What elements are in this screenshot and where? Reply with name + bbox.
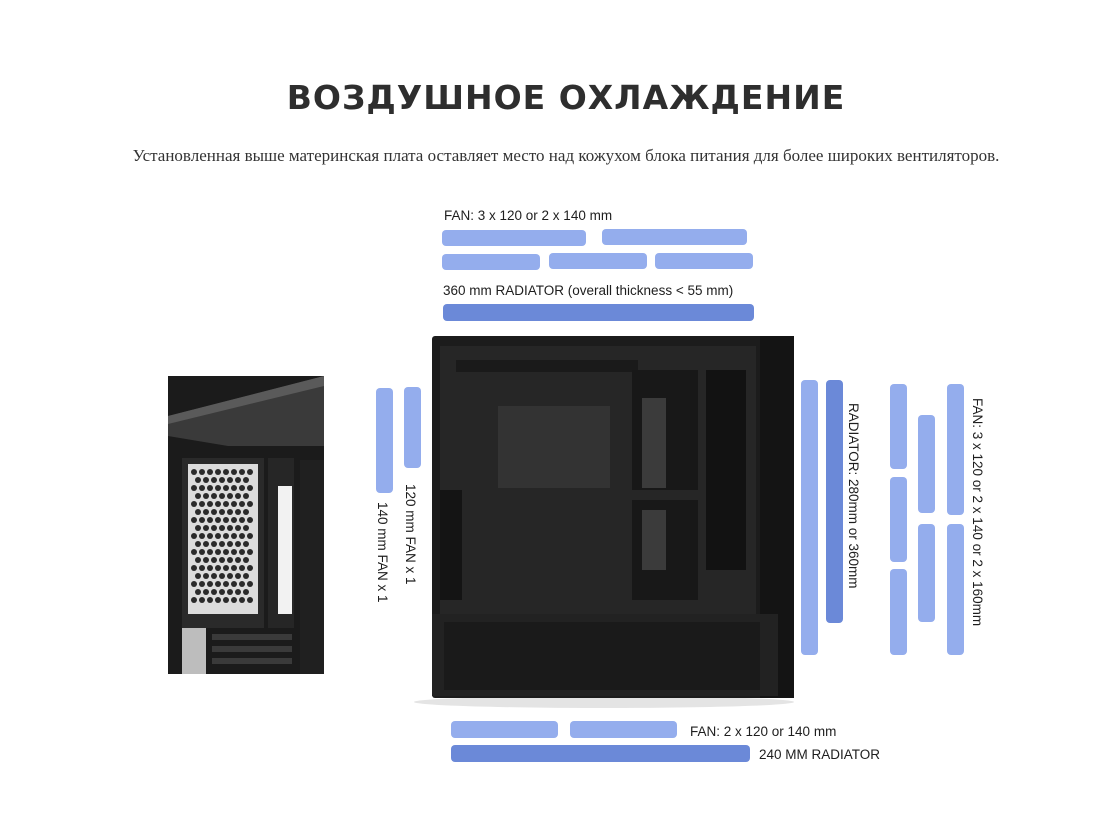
bottom-radiator-label: 240 MM RADIATOR [759,747,881,762]
front-fan-label: FAN: 3 x 120 or 2 x 140 or 2 x 160mm [970,398,985,627]
bottom-fan-bar [451,721,558,738]
rear-fan-120-label: 120 mm FAN x 1 [403,484,418,585]
top-fan-bar [442,254,540,270]
front-radiator-bar [826,380,843,623]
front-radiator-label: RADIATOR: 280mm or 360mm [846,403,861,589]
page-subtitle: Установленная выше материнская плата оставляет место над кожухом блока питания для более широких вентиляторов. [132,146,1000,165]
bottom-radiator-bar [451,745,750,762]
front-fan-bar [918,415,935,513]
rear-fan-140-bar [376,388,393,493]
front-radiator-bar [801,380,818,655]
bottom-fan-bar [570,721,677,738]
top-fan-bar [602,229,747,245]
top-fan-bar [655,253,753,269]
case-main-image [404,330,824,710]
top-fan-bar [442,230,586,246]
front-fan-bar [890,569,907,655]
front-fan-bar [947,384,964,515]
case-side-detail-image [168,376,324,674]
top-fan-bar [549,253,647,269]
bottom-fan-label: FAN: 2 x 120 or 140 mm [690,724,837,739]
top-radiator-label: 360 mm RADIATOR (overall thickness < 55 mm) [443,283,734,298]
top-fan-label: FAN: 3 x 120 or 2 x 140 mm [444,208,613,223]
rear-fan-120-bar [404,387,421,468]
page-title: ВОЗДУШНОЕ ОХЛАЖДЕНИЕ [286,78,846,117]
front-fan-bar [918,524,935,622]
front-fan-bar [890,384,907,469]
front-fan-bar [947,524,964,655]
front-fan-bar [890,477,907,562]
rear-fan-140-label: 140 mm FAN x 1 [375,502,390,603]
top-radiator-bar [443,304,754,321]
